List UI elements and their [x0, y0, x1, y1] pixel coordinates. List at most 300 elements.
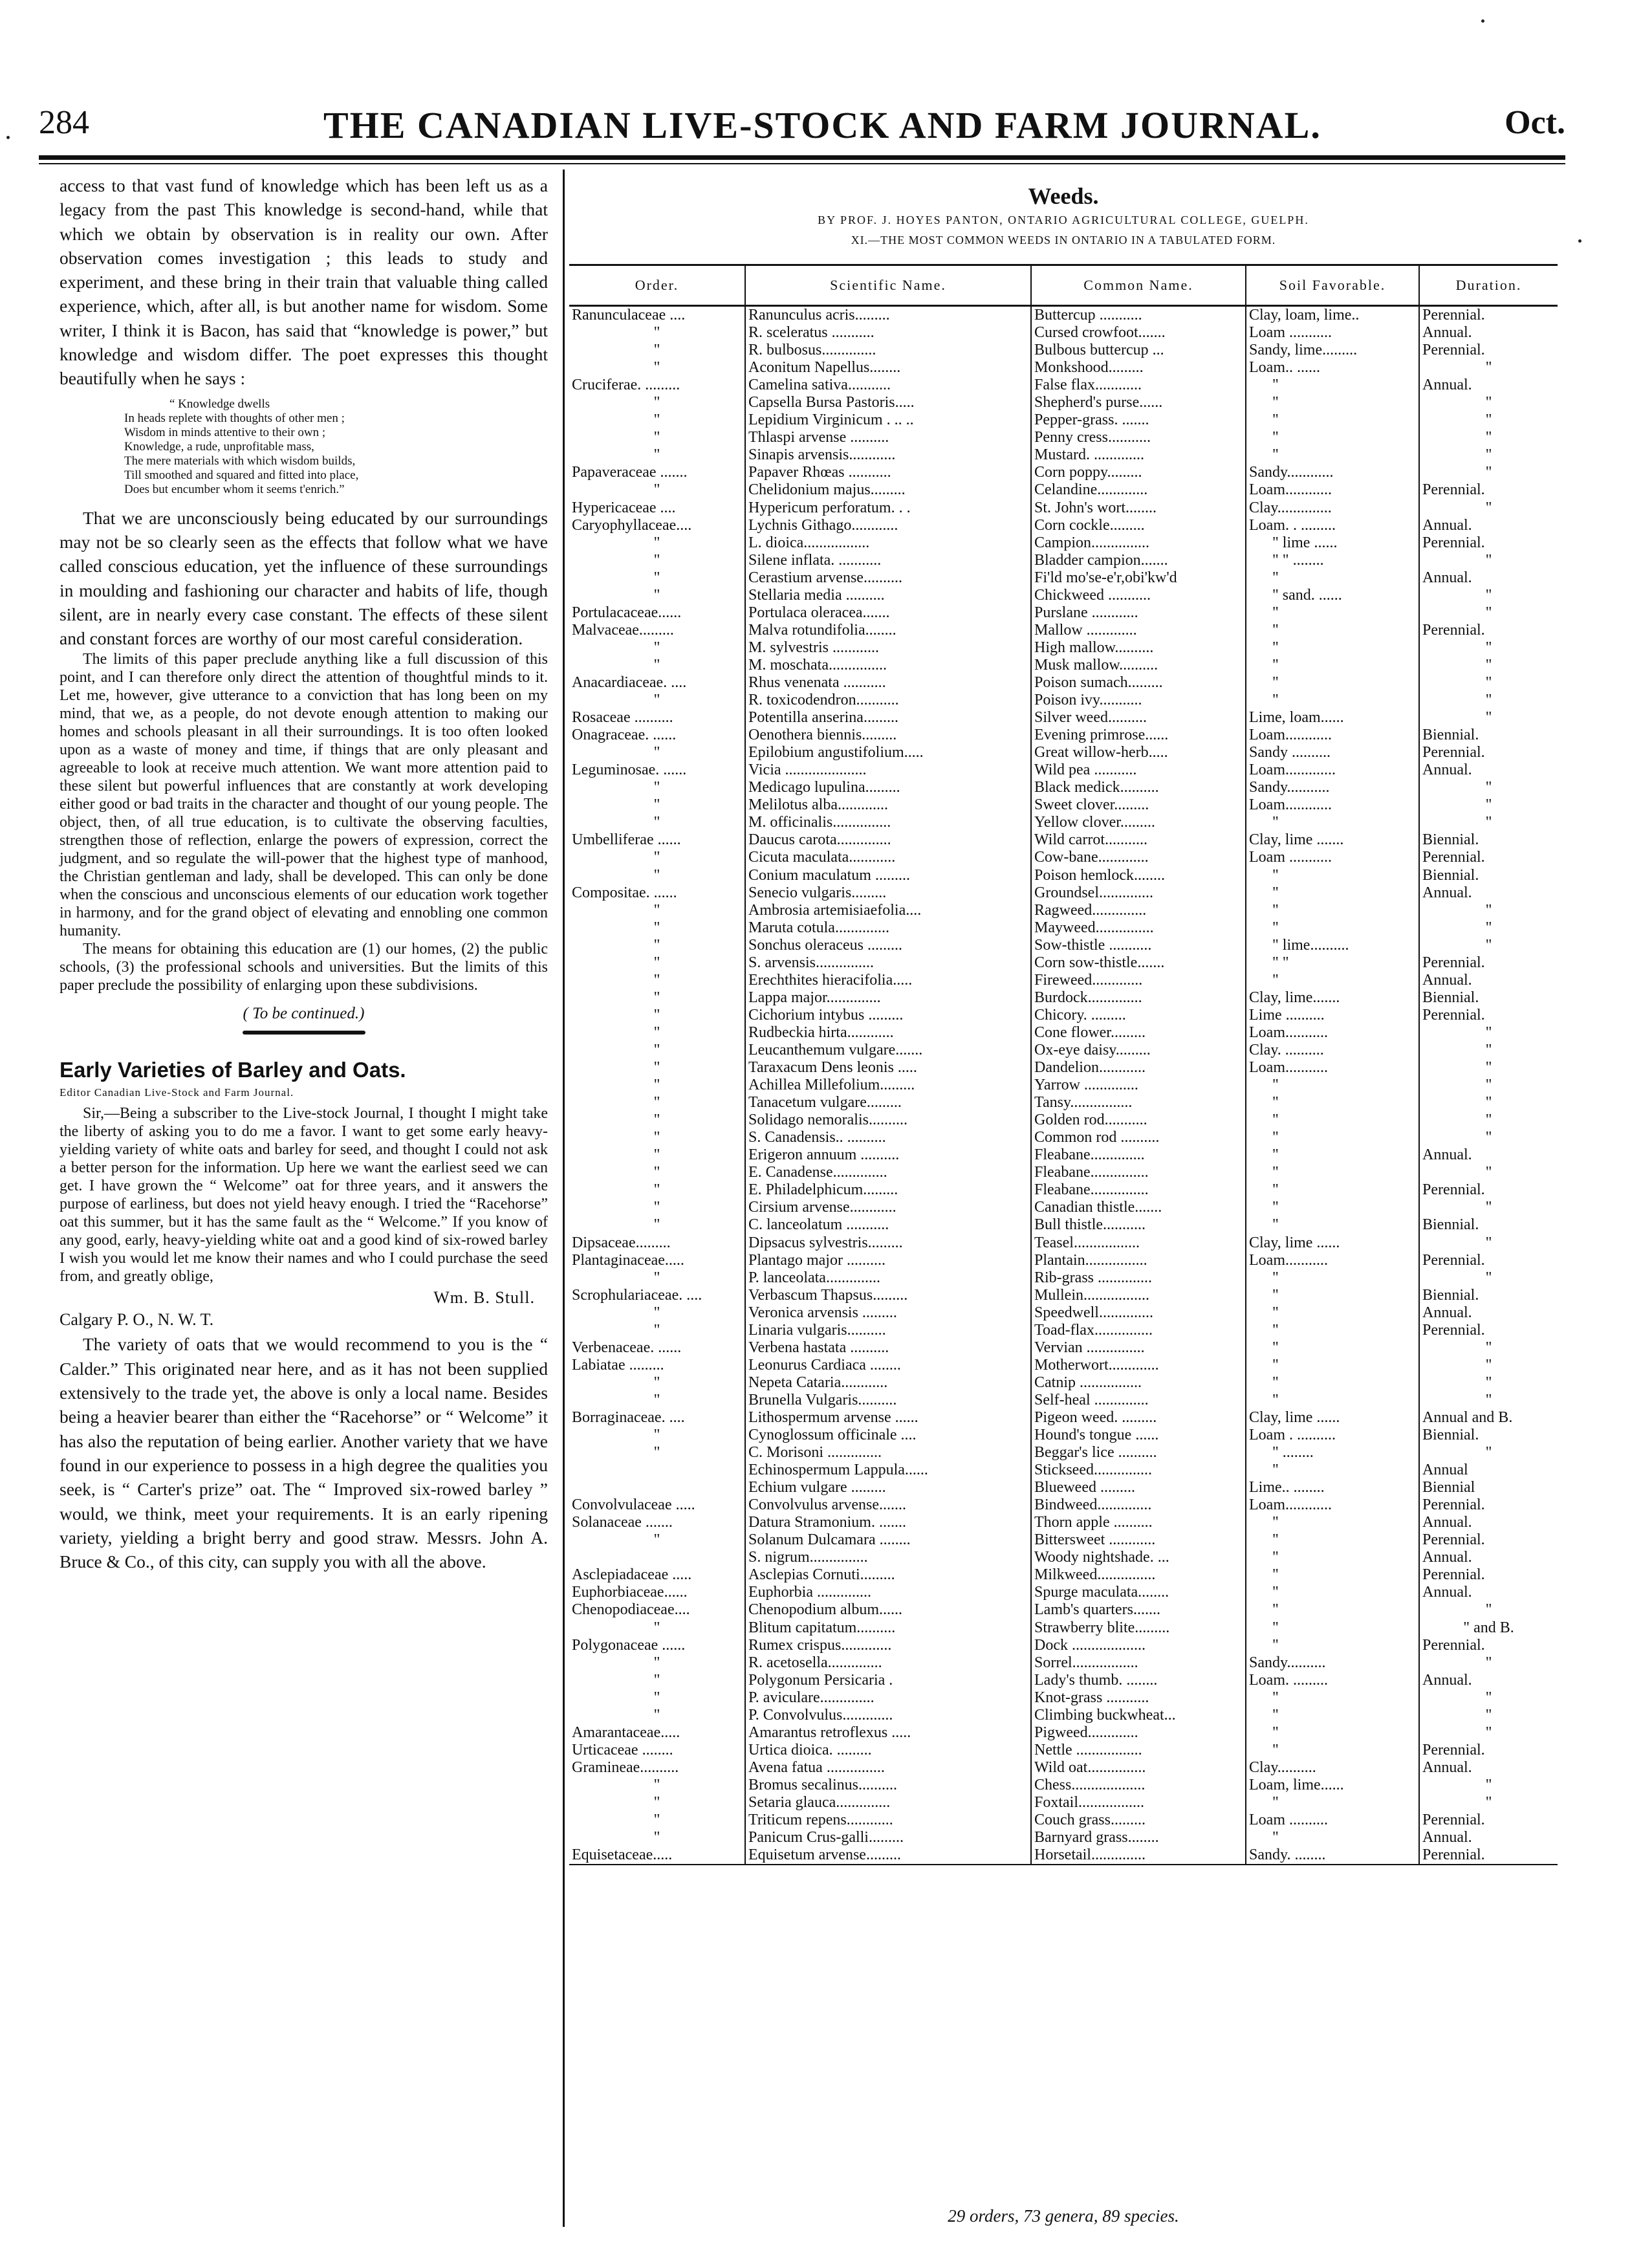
column-header-duration: Duration.: [1419, 265, 1558, 306]
cell-common-name: Corn sow-thistle.......: [1031, 954, 1246, 972]
table-row: [569, 587, 1558, 604]
cell-common-name: Pigeon weed. .........: [1031, 1409, 1246, 1427]
cell-common-name: Fleabane..............: [1031, 1146, 1246, 1164]
cell-common-name: Great willow-herb.....: [1031, 744, 1246, 761]
cell-soil: ": [1246, 867, 1419, 884]
cell-duration: Annual and B.: [1419, 1409, 1558, 1427]
cell-soil: ": [1246, 604, 1419, 622]
cell-common-name: Ox-eye daisy.........: [1031, 1042, 1246, 1059]
editor-reply: The variety of oats that we would recommend to you is the “ Calder.” This originated near here, and as it has not been supplied extensively to the trade yet, the above is only a local name. Besides being a heavier bearer than either the “Racehorse” or “ Welcome” it has also the reputation of being earlier. Another variety that we have found in our experience to possess in a high degree the qualities you seek, is “ Carter's prize” oat. The “ Improved six-rowed barley ” would, we think, meet your requirements. It is an early ripening variety, yielding a bright berry and good straw. Messrs. John A. Bruce & Co., of this city, can supply you with all the above.: [60, 1334, 548, 1572]
print-speck: [1481, 19, 1484, 23]
print-speck: [6, 136, 10, 139]
cell-common-name: Blueweed .........: [1031, 1479, 1246, 1496]
cell-common-name: Bittersweet ............: [1031, 1531, 1246, 1549]
table-row: [569, 831, 1558, 849]
cell-common-name: Evening primrose......: [1031, 727, 1246, 744]
cell-duration: ": [1419, 464, 1558, 481]
cell-order: Asclepiadaceae .....: [572, 1566, 692, 1584]
table-row: [569, 1759, 1558, 1777]
cell-scientific-name: S. Canadensis.. ..........: [745, 1129, 1031, 1146]
table-row: [569, 446, 1558, 464]
cell-common-name: Dandelion............: [1031, 1059, 1246, 1077]
cell-order: Convolvulaceae .....: [572, 1496, 695, 1514]
cell-order: Onagraceae. ......: [572, 727, 677, 744]
cell-duration: Perennial.: [1419, 849, 1558, 866]
cell-soil: Loam ...........: [1246, 324, 1419, 342]
cell-duration: ": [1419, 796, 1558, 814]
cell-scientific-name: Vicia .....................: [745, 761, 1031, 779]
cell-soil: ": [1246, 1146, 1419, 1164]
table-row: [569, 1392, 1558, 1409]
cell-soil: ": [1246, 1287, 1419, 1304]
cell-soil: ": [1246, 1077, 1419, 1094]
cell-order: ": [653, 411, 660, 429]
weeds-byline: BY PROF. J. HOYES PANTON, ONTARIO AGRICULTURAL COLLEGE, GUELPH.: [818, 214, 1309, 226]
table-row: [569, 1234, 1558, 1251]
cell-order: Leguminosae. ......: [572, 761, 687, 779]
table-row: [569, 1566, 1558, 1584]
cell-soil: Sandy, lime.........: [1246, 342, 1419, 359]
cell-duration: Perennial.: [1419, 1846, 1558, 1865]
cell-duration: ": [1419, 429, 1558, 446]
table-row: [569, 1689, 1558, 1707]
cell-order: Euphorbiaceae......: [572, 1584, 688, 1601]
cell-soil: ": [1246, 1724, 1419, 1742]
cell-soil: Loam...........: [1246, 1252, 1419, 1269]
table-row: [569, 709, 1558, 727]
cell-order: ": [653, 1304, 660, 1321]
table-row: [569, 761, 1558, 779]
cell-order: ": [653, 1654, 660, 1671]
cell-soil: ": [1246, 1619, 1419, 1637]
table-row: [569, 1339, 1558, 1357]
cell-common-name: Penny cress...........: [1031, 429, 1246, 446]
cell-scientific-name: Triticum repens............: [745, 1812, 1031, 1829]
cell-duration: ": [1419, 1444, 1558, 1462]
cell-scientific-name: Epilobium angustifolium.....: [745, 744, 1031, 761]
cell-scientific-name: R. sceleratus ...........: [745, 324, 1031, 342]
cell-soil: Loam ...........: [1246, 849, 1419, 866]
cell-common-name: Cursed crowfoot.......: [1031, 324, 1246, 342]
table-row: [569, 1777, 1558, 1794]
cell-scientific-name: Brunella Vulgaris..........: [745, 1392, 1031, 1409]
cell-scientific-name: Euphorbia ..............: [745, 1584, 1031, 1601]
cell-soil: ": [1246, 1566, 1419, 1584]
table-row: [569, 1672, 1558, 1689]
cell-duration: ": [1419, 1199, 1558, 1216]
cell-soil: ": [1246, 1742, 1419, 1759]
cell-order: Amarantaceae.....: [572, 1724, 680, 1741]
cell-duration: Annual.: [1419, 972, 1558, 989]
cell-scientific-name: Verbascum Thapsus.........: [745, 1287, 1031, 1304]
cell-soil: " lime..........: [1246, 937, 1419, 954]
cell-common-name: Cow-bane.............: [1031, 849, 1246, 866]
table-row: [569, 1707, 1558, 1724]
cell-scientific-name: Asclepias Cornuti.........: [745, 1566, 1031, 1584]
page-number: 284: [39, 104, 89, 141]
cell-scientific-name: Cerastium arvense..........: [745, 569, 1031, 587]
cell-duration: Perennial.: [1419, 622, 1558, 639]
cell-common-name: Bull thistle...........: [1031, 1216, 1246, 1234]
cell-soil: ": [1246, 1357, 1419, 1374]
cell-order: Chenopodiaceae....: [572, 1601, 690, 1619]
cell-common-name: Self-heal ..............: [1031, 1392, 1246, 1409]
cell-scientific-name: Convolvulus arvense.......: [745, 1496, 1031, 1514]
cell-order: ": [653, 1077, 660, 1094]
cell-order: ": [653, 1829, 660, 1846]
cell-scientific-name: Oenothera biennis.........: [745, 727, 1031, 744]
right-column: [569, 173, 1558, 1864]
cell-order: ": [653, 1006, 660, 1024]
table-row: [569, 1357, 1558, 1374]
cell-common-name: Hound's tongue ......: [1031, 1427, 1246, 1444]
cell-order: ": [653, 1427, 660, 1444]
cell-soil: Loam. .........: [1246, 1672, 1419, 1689]
table-row: [569, 744, 1558, 761]
cell-duration: Perennial.: [1419, 1252, 1558, 1269]
cell-duration: Perennial.: [1419, 1812, 1558, 1829]
cell-scientific-name: Cicuta maculata............: [745, 849, 1031, 866]
cell-duration: Annual.: [1419, 324, 1558, 342]
cell-scientific-name: Erechthites hieracifolia.....: [745, 972, 1031, 989]
table-row: [569, 1601, 1558, 1619]
cell-soil: ": [1246, 1269, 1419, 1287]
cell-scientific-name: P. lanceolata..............: [745, 1269, 1031, 1287]
table-row: [569, 657, 1558, 674]
cell-soil: ": [1246, 1304, 1419, 1322]
cell-order: ": [653, 551, 660, 569]
cell-order: Portulacaceae......: [572, 604, 682, 621]
cell-order: ": [653, 394, 660, 411]
article-paragraph: That we are unconsciously being educated by our surroundings may not be so clearly seen as the effects that follow what we have called conscious education, yet the influence of these surroundings in moulding and fashioning our character and habits of life, though silent, are in nearly every case constant. The effects of these silent and constant forces are worthy of our most careful consideration.: [60, 507, 548, 649]
cell-common-name: Yellow clover.........: [1031, 814, 1246, 831]
cell-duration: Perennial.: [1419, 1181, 1558, 1199]
cell-order: Scrophulariaceae. ....: [572, 1286, 702, 1304]
cell-order: ": [653, 1024, 660, 1041]
cell-common-name: Sorrel.................: [1031, 1654, 1246, 1672]
column-header-soil: Soil Favorable.: [1246, 265, 1419, 306]
cell-common-name: Chess...................: [1031, 1777, 1246, 1794]
table-row: [569, 1304, 1558, 1322]
cell-common-name: Lady's thumb. ........: [1031, 1672, 1246, 1689]
cell-scientific-name: Dipsacus sylvestris.........: [745, 1234, 1031, 1251]
cell-order: ": [653, 534, 660, 551]
section-ornament: [243, 1031, 365, 1035]
weeds-table-body: [569, 306, 1558, 1865]
cell-duration: Biennial.: [1419, 989, 1558, 1007]
table-row: [569, 552, 1558, 569]
cell-order: ": [653, 1129, 660, 1146]
cell-soil: ": [1246, 1707, 1419, 1724]
table-row: [569, 1829, 1558, 1846]
cell-common-name: Fireweed.............: [1031, 972, 1246, 989]
cell-order: ": [653, 1689, 660, 1706]
cell-common-name: Bindweed..............: [1031, 1496, 1246, 1514]
cell-common-name: Groundsel..............: [1031, 884, 1246, 902]
cell-order: Anacardiaceae. ....: [572, 674, 687, 691]
cell-scientific-name: P. Convolvulus.............: [745, 1707, 1031, 1724]
table-row: [569, 394, 1558, 411]
cell-soil: ": [1246, 1531, 1419, 1549]
table-row: [569, 1077, 1558, 1094]
cell-scientific-name: M. moschata...............: [745, 657, 1031, 674]
cell-duration: ": [1419, 446, 1558, 464]
cell-common-name: Mallow .............: [1031, 622, 1246, 639]
cell-scientific-name: Thlaspi arvense ..........: [745, 429, 1031, 446]
cell-duration: ": [1419, 394, 1558, 411]
table-row: [569, 517, 1558, 534]
table-row: [569, 1637, 1558, 1654]
cell-common-name: Corn cockle.........: [1031, 517, 1246, 534]
cell-scientific-name: Melilotus alba.............: [745, 796, 1031, 814]
column-divider: [563, 170, 565, 2227]
cell-order: Caryophyllaceae....: [572, 516, 692, 534]
cell-common-name: Sow-thistle ...........: [1031, 937, 1246, 954]
poem-line: In heads replete with thoughts of other men ;: [124, 411, 345, 425]
cell-soil: Sandy. ........: [1246, 1846, 1419, 1865]
table-row: [569, 1479, 1558, 1496]
cell-scientific-name: Erigeron annuum ..........: [745, 1146, 1031, 1164]
weeds-table: [569, 264, 1558, 1865]
table-row: [569, 1654, 1558, 1672]
cell-common-name: Spurge maculata........: [1031, 1584, 1246, 1601]
issue-month: Oct.: [1505, 104, 1565, 141]
cell-scientific-name: Solidago nemoralis..........: [745, 1112, 1031, 1129]
cell-duration: ": [1419, 604, 1558, 622]
cell-soil: ": [1246, 674, 1419, 692]
cell-soil: Sandy............: [1246, 464, 1419, 481]
cell-scientific-name: Potentilla anserina.........: [745, 709, 1031, 727]
cell-order: ": [653, 866, 660, 884]
editor-address: Editor Canadian Live-Stock and Farm Journal.: [60, 1086, 294, 1099]
table-row: [569, 1619, 1558, 1637]
table-row: [569, 1146, 1558, 1164]
cell-duration: ": [1419, 1601, 1558, 1619]
table-row: [569, 902, 1558, 919]
cell-duration: Perennial.: [1419, 481, 1558, 499]
table-row: [569, 779, 1558, 796]
table-row: [569, 692, 1558, 709]
cell-duration: ": [1419, 359, 1558, 377]
journal-title: THE CANADIAN LIVE-STOCK AND FARM JOURNAL.: [323, 104, 1321, 146]
cell-scientific-name: Taraxacum Dens leonis .....: [745, 1059, 1031, 1077]
cell-duration: Annual.: [1419, 517, 1558, 534]
table-row: [569, 1287, 1558, 1304]
cell-scientific-name: Lithospermum arvense ......: [745, 1409, 1031, 1427]
table-row: [569, 1724, 1558, 1742]
cell-soil: " ........: [1246, 1444, 1419, 1462]
cell-duration: Annual.: [1419, 1549, 1558, 1566]
cell-duration: ": [1419, 1094, 1558, 1112]
cell-soil: ": [1246, 1601, 1419, 1619]
cell-soil: Clay, lime .......: [1246, 831, 1419, 849]
cell-common-name: Mayweed...............: [1031, 919, 1246, 937]
table-row: [569, 1269, 1558, 1287]
table-row: [569, 1846, 1558, 1865]
cell-duration: Biennial.: [1419, 1216, 1558, 1234]
cell-duration: ": [1419, 1689, 1558, 1707]
cell-common-name: Tansy................: [1031, 1094, 1246, 1112]
cell-scientific-name: E. Philadelphicum.........: [745, 1181, 1031, 1199]
cell-order: ": [653, 779, 660, 796]
cell-scientific-name: Bromus secalinus..........: [745, 1777, 1031, 1794]
cell-soil: ": [1246, 639, 1419, 657]
cell-common-name: Ragweed..............: [1031, 902, 1246, 919]
cell-duration: ": [1419, 937, 1558, 954]
cell-common-name: Plantain................: [1031, 1252, 1246, 1269]
cell-duration: Perennial.: [1419, 1007, 1558, 1024]
cell-soil: ": [1246, 902, 1419, 919]
cell-soil: ": [1246, 1637, 1419, 1654]
cell-soil: Loam, lime......: [1246, 1777, 1419, 1794]
cell-duration: ": [1419, 1724, 1558, 1742]
cell-order: Dipsaceae.........: [572, 1234, 671, 1251]
weeds-footnote: 29 orders, 73 genera, 89 species.: [948, 2206, 1179, 2226]
cell-soil: Lime.. ........: [1246, 1479, 1419, 1496]
cell-soil: Clay, lime ......: [1246, 1409, 1419, 1427]
cell-duration: Biennial.: [1419, 727, 1558, 744]
cell-duration: ": [1419, 657, 1558, 674]
cell-scientific-name: Verbena hastata ..........: [745, 1339, 1031, 1357]
cell-soil: ": [1246, 1462, 1419, 1479]
cell-common-name: Couch grass.........: [1031, 1812, 1246, 1829]
cell-common-name: Motherwort.............: [1031, 1357, 1246, 1374]
cell-order: Solanaceae .......: [572, 1514, 673, 1531]
table-row: [569, 306, 1558, 325]
cell-scientific-name: Camelina sativa...........: [745, 377, 1031, 394]
cell-duration: Perennial.: [1419, 1531, 1558, 1549]
cell-common-name: Knot-grass ...........: [1031, 1689, 1246, 1707]
cell-scientific-name: Echinospermum Lappula......: [745, 1462, 1031, 1479]
cell-scientific-name: M. sylvestris ............: [745, 639, 1031, 657]
cell-soil: " " ........: [1246, 552, 1419, 569]
cell-scientific-name: R. bulbosus..............: [745, 342, 1031, 359]
table-row: [569, 1007, 1558, 1024]
cell-order: ": [653, 1444, 660, 1462]
cell-common-name: Yarrow ..............: [1031, 1077, 1246, 1094]
cell-order: Compositae. ......: [572, 884, 677, 901]
cell-scientific-name: Veronica arvensis .........: [745, 1304, 1031, 1322]
cell-soil: ": [1246, 692, 1419, 709]
cell-order: Labiatae .........: [572, 1356, 664, 1374]
cell-scientific-name: Medicago lupulina.........: [745, 779, 1031, 796]
cell-common-name: Campion...............: [1031, 534, 1246, 552]
table-row: [569, 1322, 1558, 1339]
cell-duration: " and B.: [1419, 1619, 1558, 1637]
cell-common-name: Mullein.................: [1031, 1287, 1246, 1304]
cell-scientific-name: Lepidium Virginicum . .. ..: [745, 411, 1031, 429]
column-header-scientific: Scientific Name.: [745, 265, 1031, 306]
cell-soil: ": [1246, 1829, 1419, 1846]
cell-common-name: Musk mallow..........: [1031, 657, 1246, 674]
cell-duration: ": [1419, 1794, 1558, 1812]
cell-order: ": [653, 1391, 660, 1408]
cell-order: ": [653, 569, 660, 586]
cell-order: ": [653, 814, 660, 831]
cell-scientific-name: Tanacetum vulgare.........: [745, 1094, 1031, 1112]
cell-common-name: Poison hemlock........: [1031, 867, 1246, 884]
cell-soil: Clay. ..........: [1246, 1042, 1419, 1059]
weeds-title: Weeds.: [1028, 183, 1099, 209]
cell-order: ": [653, 324, 660, 342]
cell-duration: Perennial.: [1419, 744, 1558, 761]
table-row: [569, 359, 1558, 377]
table-row: [569, 972, 1558, 989]
cell-scientific-name: Polygonum Persicaria .: [745, 1672, 1031, 1689]
cell-common-name: Shepherd's purse......: [1031, 394, 1246, 411]
cell-order: ": [653, 1706, 660, 1724]
table-row: [569, 1742, 1558, 1759]
cell-scientific-name: Maruta cotula..............: [745, 919, 1031, 937]
cell-order: ": [653, 1181, 660, 1199]
table-row: [569, 1812, 1558, 1829]
cell-order: ": [653, 1146, 660, 1164]
cell-duration: Perennial.: [1419, 1566, 1558, 1584]
table-row: [569, 1409, 1558, 1427]
cell-scientific-name: Chelidonium majus.........: [745, 481, 1031, 499]
cell-soil: ": [1246, 1112, 1419, 1129]
cell-soil: ": [1246, 1094, 1419, 1112]
cell-order: ": [653, 1619, 660, 1636]
cell-order: ": [653, 656, 660, 674]
cell-common-name: Sweet clover.........: [1031, 796, 1246, 814]
cell-common-name: Fleabane...............: [1031, 1181, 1246, 1199]
cell-common-name: Barnyard grass........: [1031, 1829, 1246, 1846]
cell-soil: ": [1246, 1584, 1419, 1601]
table-row: [569, 639, 1558, 657]
cell-common-name: St. John's wort........: [1031, 499, 1246, 517]
cell-duration: Annual.: [1419, 1759, 1558, 1777]
cell-common-name: Wild carrot...........: [1031, 831, 1246, 849]
cell-common-name: Thorn apple ..........: [1031, 1514, 1246, 1531]
cell-duration: Biennial.: [1419, 831, 1558, 849]
cell-scientific-name: C. Morisoni ..............: [745, 1444, 1031, 1462]
cell-duration: ": [1419, 919, 1558, 937]
table-row: [569, 411, 1558, 429]
cell-soil: ": [1246, 1392, 1419, 1409]
cell-duration: ": [1419, 1392, 1558, 1409]
cell-order: ": [653, 429, 660, 446]
table-row: [569, 1514, 1558, 1531]
table-row: [569, 1444, 1558, 1462]
cell-common-name: Monkshood.........: [1031, 359, 1246, 377]
table-row: [569, 1059, 1558, 1077]
cell-soil: Loam............: [1246, 1496, 1419, 1514]
table-row: [569, 1094, 1558, 1112]
cell-duration: Biennial: [1419, 1479, 1558, 1496]
cell-soil: Loam.............: [1246, 761, 1419, 779]
cell-scientific-name: Daucus carota..............: [745, 831, 1031, 849]
header-rule-thin: [39, 163, 1565, 164]
cell-order: ": [653, 954, 660, 971]
table-row: [569, 1216, 1558, 1234]
cell-common-name: Bladder campion.......: [1031, 552, 1246, 569]
cell-common-name: Golden rod...........: [1031, 1112, 1246, 1129]
cell-duration: ": [1419, 1339, 1558, 1357]
cell-order: Cruciferae. .........: [572, 377, 680, 394]
cell-duration: ": [1419, 1654, 1558, 1672]
cell-soil: Sandy...........: [1246, 779, 1419, 796]
poem-line: Till smoothed and squared and fitted into place,: [124, 468, 359, 482]
cell-order: ": [653, 1112, 660, 1129]
cell-scientific-name: Blitum capitatum..........: [745, 1619, 1031, 1637]
cell-scientific-name: Rumex crispus.............: [745, 1637, 1031, 1654]
table-row: [569, 849, 1558, 866]
cell-scientific-name: Setaria glauca..............: [745, 1794, 1031, 1812]
cell-duration: ": [1419, 1129, 1558, 1146]
letter-location: Calgary P. O., N. W. T.: [60, 1310, 214, 1330]
cell-order: ": [653, 1094, 660, 1112]
